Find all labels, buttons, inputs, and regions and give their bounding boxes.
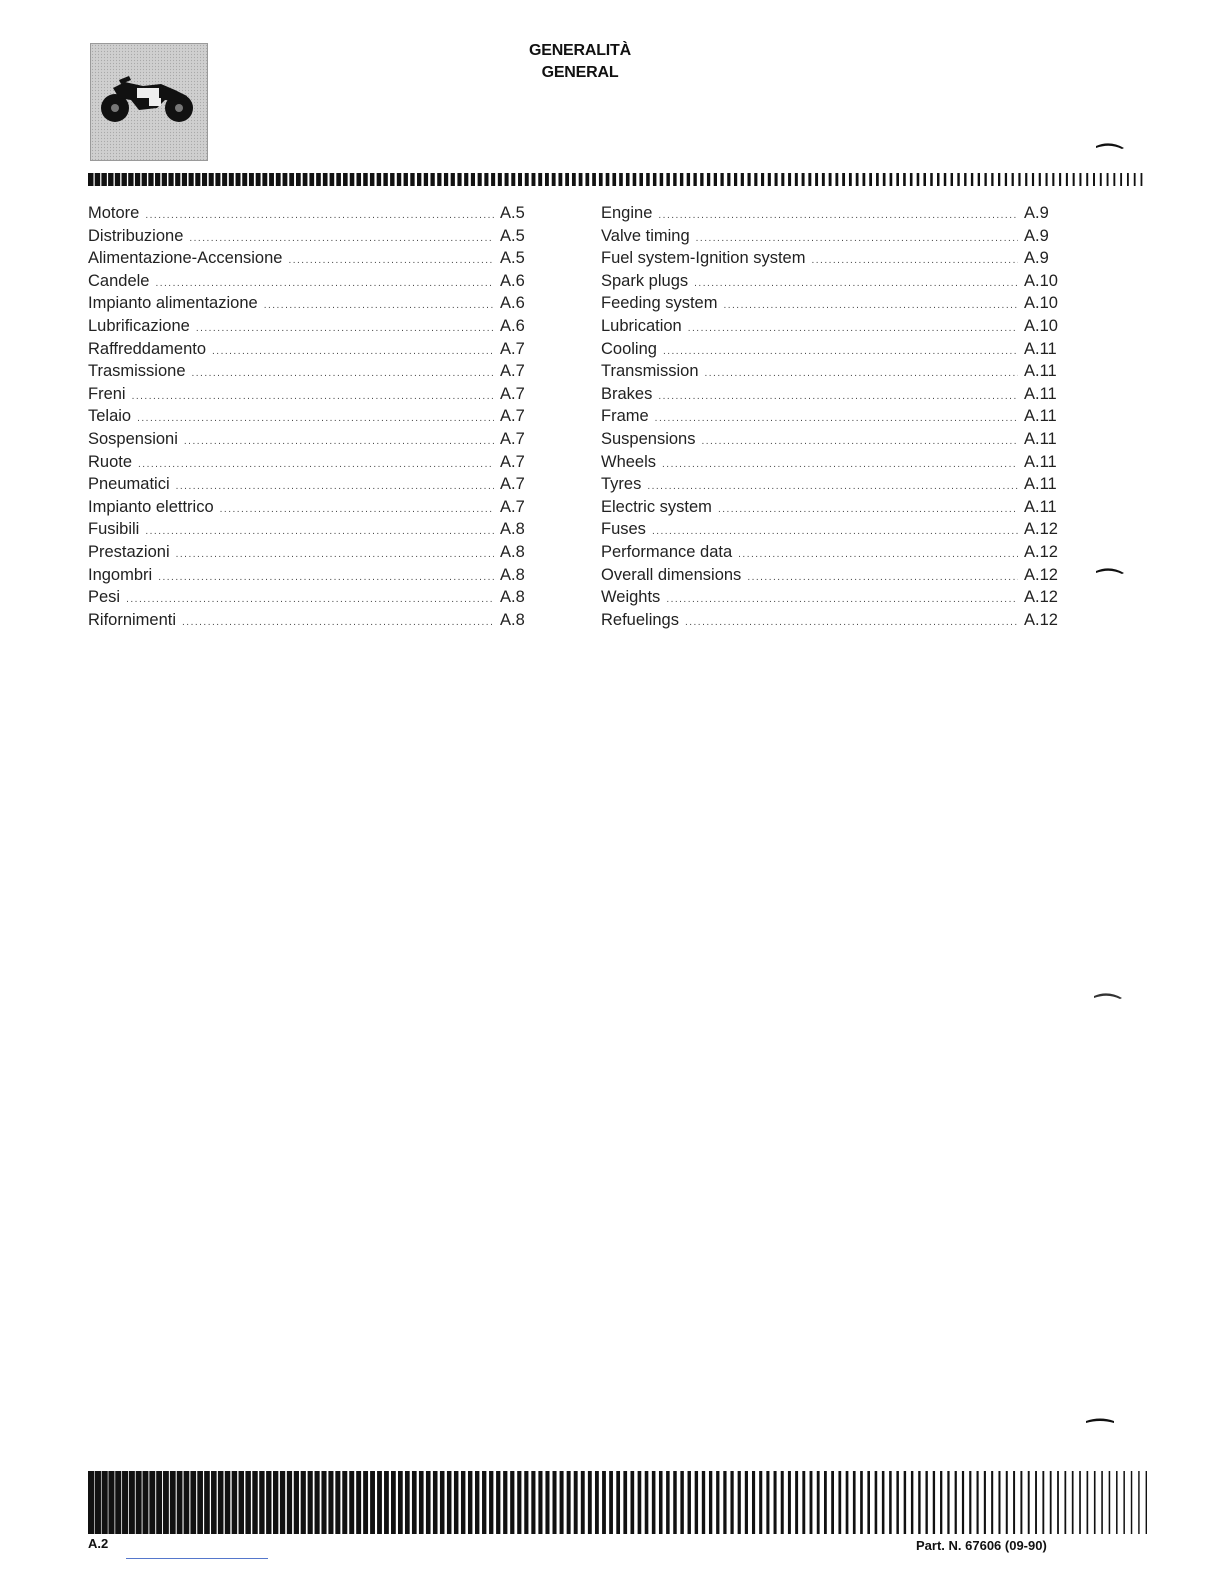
toc-entry <box>601 249 1065 272</box>
toc-entry-label: Motore <box>88 204 140 222</box>
toc-entry-page: A.7 <box>500 475 525 494</box>
toc-entry-label: Sospensioni <box>88 429 178 448</box>
toc-entry-page: A.5 <box>500 226 525 245</box>
toc-entry-label: Wheels <box>601 452 657 471</box>
toc-english <box>601 204 1065 633</box>
toc-entry-page: A.7 <box>500 384 525 403</box>
toc-italian <box>88 204 543 633</box>
toc-dot-leader <box>158 572 494 583</box>
toc-entry-page: A.5 <box>500 204 525 222</box>
toc-entry-label: Brakes <box>601 384 653 403</box>
toc-entry <box>601 407 1065 430</box>
toc-entry <box>88 430 543 453</box>
margin-mark <box>1096 565 1126 575</box>
bottom-divider-bar <box>88 1471 1158 1534</box>
toc-entry-label: Alimentazione-Accensione <box>88 249 283 268</box>
toc-entry-label: Suspensions <box>601 429 696 448</box>
toc-entry <box>88 272 543 295</box>
toc-dot-leader <box>138 459 494 470</box>
toc-entry-label: Transmission <box>601 362 699 381</box>
toc-dot-leader <box>288 255 494 266</box>
toc-entry-label: Impianto alimentazione <box>88 294 258 313</box>
part-number: Part. N. 67606 (09-90) <box>916 1538 1047 1553</box>
toc-entry-page: A.7 <box>500 452 525 471</box>
toc-entry-label: Weights <box>601 588 661 607</box>
toc-entry-page: A.8 <box>500 588 525 607</box>
toc-entry-label: Impianto elettrico <box>88 497 214 516</box>
toc-entry <box>601 385 1065 408</box>
toc-entry-page: A.11 <box>1024 407 1057 426</box>
toc-dot-leader <box>685 617 1018 628</box>
toc-dot-leader <box>176 549 494 560</box>
toc-entry <box>601 453 1065 476</box>
toc-entry-page: A.7 <box>500 362 525 381</box>
toc-entry-page: A.8 <box>500 520 525 539</box>
toc-entry-page: A.8 <box>500 565 525 584</box>
page-header <box>430 40 730 84</box>
toc-entry-page: A.11 <box>1024 475 1057 494</box>
toc-entry-page: A.11 <box>1024 429 1057 448</box>
toc-entry-page: A.12 <box>1024 565 1058 584</box>
toc-entry-label: Trasmissione <box>88 362 186 381</box>
toc-dot-leader <box>663 346 1018 357</box>
toc-entry-page: A.5 <box>500 249 525 268</box>
toc-entry <box>601 204 1065 227</box>
toc-entry-label: Pneumatici <box>88 475 170 494</box>
toc-entry-label: Spark plugs <box>601 271 689 290</box>
toc-entry-label: Prestazioni <box>88 542 170 561</box>
toc-entry <box>88 475 543 498</box>
toc-entry <box>88 611 543 634</box>
toc-entry-page: A.10 <box>1024 316 1058 335</box>
page-number: A.2 <box>88 1536 109 1551</box>
toc-entry-label: Lubrication <box>601 316 682 335</box>
toc-entry <box>88 566 543 589</box>
toc-entry-page: A.11 <box>1024 384 1057 403</box>
toc-dot-leader <box>658 391 1018 402</box>
toc-dot-leader <box>701 436 1018 447</box>
toc-entry-label: Ingombri <box>88 565 153 584</box>
toc-entry <box>88 407 543 430</box>
toc-entry-page: A.7 <box>500 497 525 516</box>
toc-entry-page: A.12 <box>1024 588 1058 607</box>
toc-entry <box>601 340 1065 363</box>
toc-entry-page: A.7 <box>500 339 525 358</box>
toc-entry <box>601 227 1065 250</box>
toc-entry-label: Performance data <box>601 542 733 561</box>
toc-entry-label: Freni <box>88 384 126 403</box>
toc-entry-label: Distribuzione <box>88 226 184 245</box>
toc-entry-label: Rifornimenti <box>88 610 177 629</box>
toc-entry-page: A.6 <box>500 294 525 313</box>
toc-entry-page: A.11 <box>1024 452 1057 471</box>
toc-dot-leader <box>655 413 1018 424</box>
toc-dot-leader <box>176 481 494 492</box>
toc-dot-leader <box>718 504 1018 515</box>
toc-entry <box>88 543 543 566</box>
toc-dot-leader <box>688 323 1018 334</box>
motorcycle-icon <box>91 44 207 160</box>
toc-entry-page: A.10 <box>1024 271 1058 290</box>
toc-entry-page: A.12 <box>1024 520 1058 539</box>
toc-entry <box>601 362 1065 385</box>
toc-entry-label: Ruote <box>88 452 133 471</box>
toc-entry <box>88 385 543 408</box>
toc-entry <box>601 566 1065 589</box>
toc-entry-label: Refuelings <box>601 610 679 629</box>
toc-entry <box>88 362 543 385</box>
toc-entry-page: A.9 <box>1024 226 1049 245</box>
top-divider-bar <box>88 173 1146 186</box>
toc-dot-leader <box>145 210 494 221</box>
toc-dot-leader <box>212 346 494 357</box>
toc-dot-leader <box>192 368 495 379</box>
toc-entry-page: A.8 <box>500 610 525 629</box>
toc-entry <box>88 317 543 340</box>
toc-entry-page: A.10 <box>1024 294 1058 313</box>
toc-entry <box>601 611 1065 634</box>
toc-entry <box>88 453 543 476</box>
toc-dot-leader <box>662 459 1018 470</box>
toc-entry-label: Tyres <box>601 475 642 494</box>
margin-mark <box>1086 1415 1116 1425</box>
toc-entry-page: A.7 <box>500 429 525 448</box>
toc-dot-leader <box>658 210 1018 221</box>
toc-entry <box>601 430 1065 453</box>
toc-dot-leader <box>747 572 1018 583</box>
toc-entry-page: A.11 <box>1024 339 1057 358</box>
title-english: GENERAL <box>541 64 619 81</box>
toc-entry-label: Electric system <box>601 497 712 516</box>
motorcycle-logo <box>90 43 208 161</box>
toc-dot-leader <box>723 300 1018 311</box>
toc-entry <box>88 249 543 272</box>
toc-entry-label: Telaio <box>88 407 132 426</box>
toc-dot-leader <box>184 436 494 447</box>
toc-entry <box>601 543 1065 566</box>
toc-dot-leader <box>145 526 494 537</box>
toc-entry <box>601 272 1065 295</box>
toc-entry <box>88 204 543 227</box>
toc-entry-label: Valve timing <box>601 226 690 245</box>
toc-entry-page: A.6 <box>500 271 525 290</box>
toc-dot-leader <box>220 504 494 515</box>
toc-dot-leader <box>811 255 1018 266</box>
toc-entry-label: Fuel system-Ignition system <box>601 249 806 268</box>
toc-entry-page: A.6 <box>500 316 525 335</box>
toc-entry-label: Feeding system <box>601 294 718 313</box>
toc-dot-leader <box>132 391 494 402</box>
toc-entry <box>88 498 543 521</box>
toc-dot-leader <box>738 549 1018 560</box>
toc-entry-label: Fusibili <box>88 520 140 539</box>
toc-entry-label: Cooling <box>601 339 657 358</box>
margin-mark <box>1096 140 1126 150</box>
link-underline <box>126 1558 268 1559</box>
toc-entry-label: Candele <box>88 271 150 290</box>
toc-entry <box>601 294 1065 317</box>
toc-entry <box>601 475 1065 498</box>
toc-dot-leader <box>705 368 1019 379</box>
toc-entry-label: Frame <box>601 407 649 426</box>
toc-entry <box>601 520 1065 543</box>
toc-entry-page: A.12 <box>1024 542 1058 561</box>
toc-entry-page: A.11 <box>1024 362 1057 381</box>
toc-entry-label: Raffreddamento <box>88 339 207 358</box>
toc-dot-leader <box>126 594 494 605</box>
toc-entry <box>88 227 543 250</box>
toc-dot-leader <box>189 233 494 244</box>
toc-entry-page: A.12 <box>1024 610 1058 629</box>
toc-dot-leader <box>647 481 1018 492</box>
toc-entry <box>88 520 543 543</box>
toc-entry-page: A.9 <box>1024 249 1049 268</box>
toc-dot-leader <box>155 278 494 289</box>
toc-entry <box>88 588 543 611</box>
toc-entry-label: Fuses <box>601 520 646 539</box>
toc-dot-leader <box>137 413 494 424</box>
toc-dot-leader <box>694 278 1018 289</box>
toc-dot-leader <box>696 233 1018 244</box>
toc-entry <box>601 498 1065 521</box>
toc-dot-leader <box>652 526 1018 537</box>
toc-entry-page: A.7 <box>500 407 525 426</box>
toc-entry-page: A.8 <box>500 542 525 561</box>
toc-entry <box>88 340 543 363</box>
toc-entry-label: Lubrificazione <box>88 316 190 335</box>
toc-dot-leader <box>264 300 494 311</box>
margin-mark <box>1094 990 1124 1000</box>
title-italian: GENERALITÀ <box>528 42 631 59</box>
toc-entry <box>88 294 543 317</box>
toc-entry <box>601 317 1065 340</box>
toc-entry-label: Engine <box>601 204 653 222</box>
toc-entry-page: A.11 <box>1024 497 1057 516</box>
toc-entry-label: Pesi <box>88 588 121 607</box>
toc-entry-page: A.9 <box>1024 204 1049 222</box>
toc-dot-leader <box>666 594 1018 605</box>
toc-entry <box>601 588 1065 611</box>
toc-dot-leader <box>196 323 494 334</box>
toc-dot-leader <box>182 617 494 628</box>
toc-entry-label: Overall dimensions <box>601 565 742 584</box>
